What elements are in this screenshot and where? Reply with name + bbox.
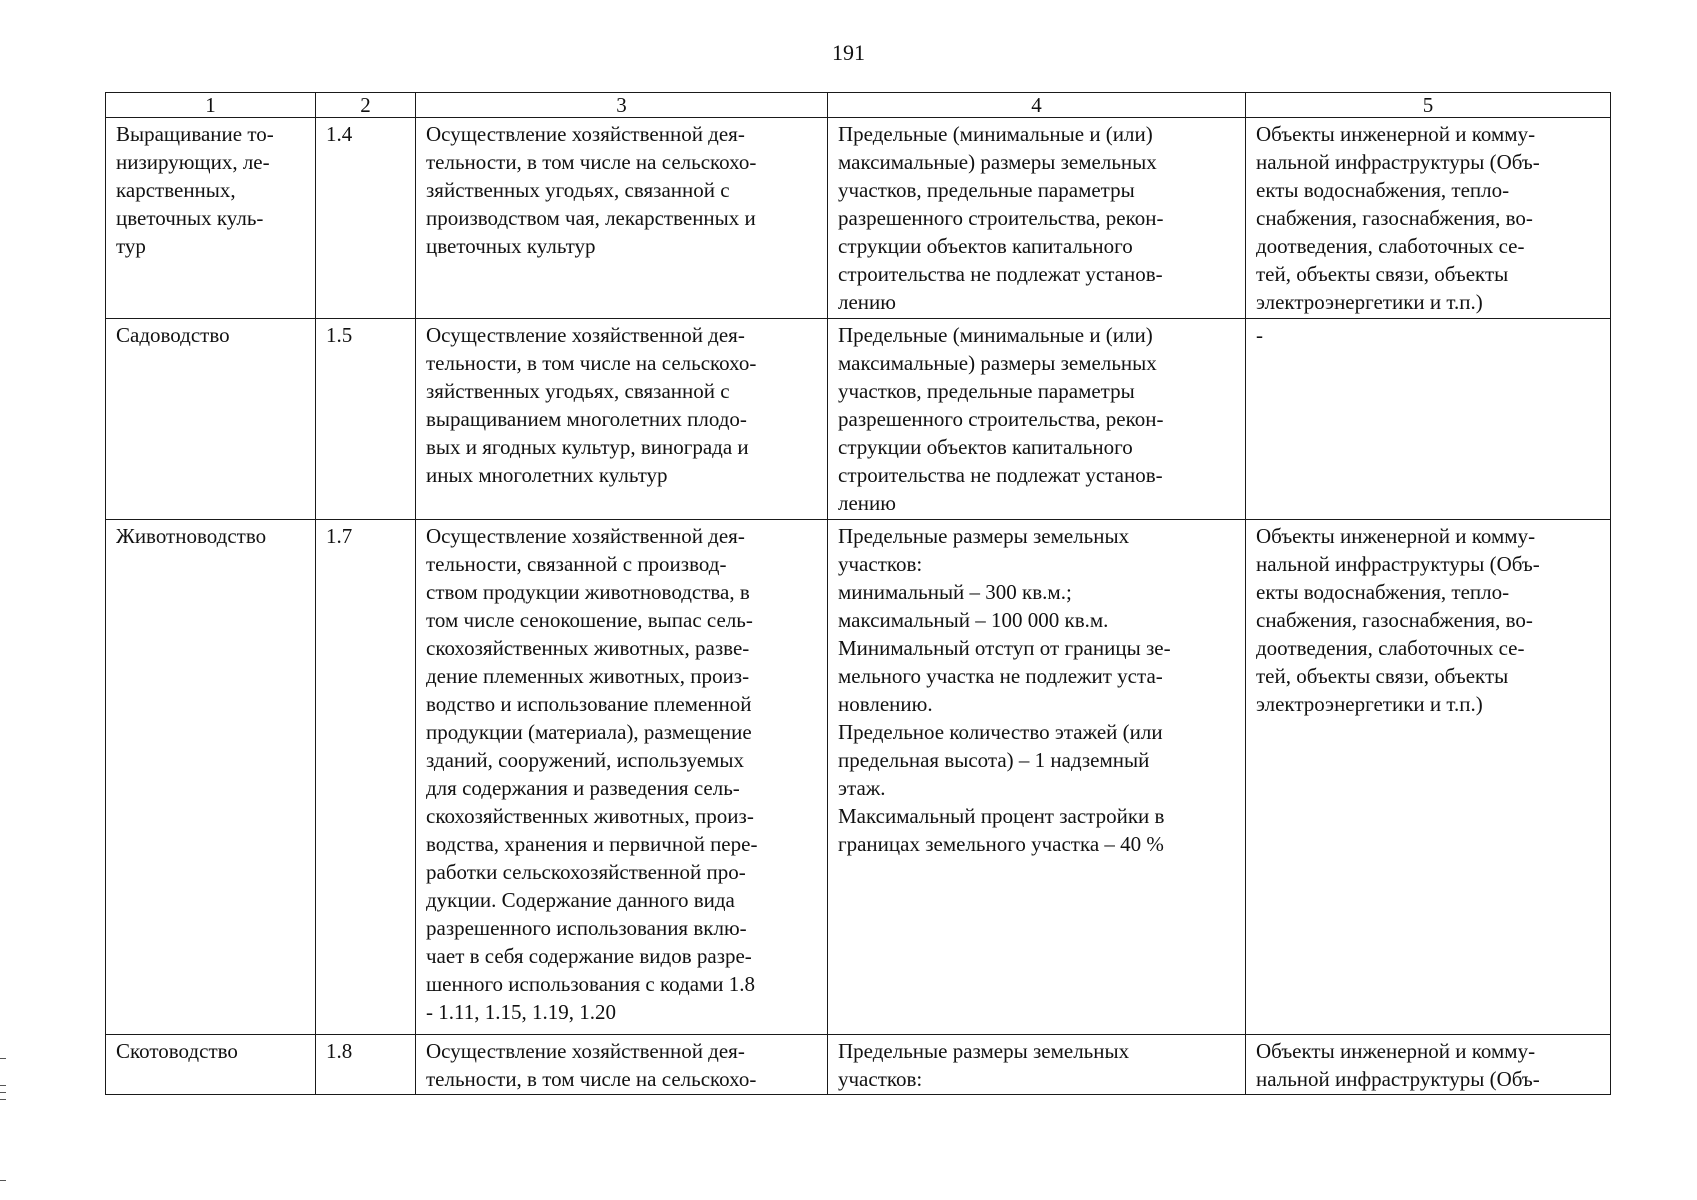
column-header-4: 4: [828, 93, 1246, 118]
use-description-cell: [416, 520, 828, 1035]
use-parameters: Предельные размеры земельных участков: минимальный – 300 кв.м.; максимальный – 100 000 кв.м. Минимальный отступ от границы зе- мельного участка не подлежит уста- новлению. Предельное количество этажей (или предельная высота) – 1 надземный этаж. Максимальный процент застройки в границах земельного участка – 40 %: [838, 524, 1171, 856]
land-use-table: [105, 92, 1611, 1095]
scan-margin-mark: [0, 1099, 6, 1100]
use-code: 1.8: [326, 1039, 353, 1063]
table-row: [106, 118, 1611, 319]
use-name-cell: [106, 118, 316, 319]
use-parameters: Предельные размеры земельных участков:: [838, 1039, 1130, 1091]
use-description: Осуществление хозяйственной дея- тельности, связанной с производ- ством продукции животноводства, в том числе сенокошение, выпас сель- скохозяйственных животных, разве- дение племенных животных, произ- водство и использование племенной продукции (материала), размещение зданий, сооружений, используемых для содержания и разведения сель- скохозяйственных животных, произ- водства, хранения и первичной пере- работки сельскохозяйственной про- дукции. Содержание данного вида разрешенного использования вклю- чает в себя содержание видов разре- шенного использования с кодами 1.8 - 1.11, 1.15, 1.19, 1.20: [426, 524, 758, 1024]
use-description: Осуществление хозяйственной дея- тельности, в том числе на сельскохо- зяйственных угодьях, связанной с выращиванием многолетних плодо- вых и ягодных культур, винограда и иных многолетних культур: [426, 323, 757, 487]
use-code-cell: [316, 520, 416, 1035]
scan-margin-mark: [0, 1092, 6, 1093]
table-row: [106, 1035, 1611, 1095]
scan-margin-mark: [0, 1058, 6, 1059]
use-name: Садоводство: [116, 323, 230, 347]
page-number: 191: [832, 40, 865, 65]
column-header-2: 2: [316, 93, 416, 118]
column-header-1: 1: [106, 93, 316, 118]
auxiliary-uses-cell: [1246, 319, 1611, 520]
use-code: 1.5: [326, 323, 353, 347]
auxiliary-uses: Объекты инженерной и комму- нальной инфраструктуры (Объ- екты водоснабжения, тепло- снабжения, газоснабжения, во- доотведения, слаботочных се- тей, объекты связи, объекты электроэнергетики и т.п.): [1256, 524, 1540, 716]
auxiliary-uses-cell: [1246, 1035, 1611, 1095]
use-code-cell: [316, 118, 416, 319]
use-name: Скотоводство: [116, 1039, 238, 1063]
use-code-cell: [316, 1035, 416, 1095]
auxiliary-uses: Объекты инженерной и комму- нальной инфраструктуры (Объ- екты водоснабжения, тепло- снабжения, газоснабжения, во- доотведения, слаботочных се- тей, объекты связи, объекты электроэнергетики и т.п.): [1256, 122, 1540, 314]
scan-margin-mark: [0, 1085, 6, 1086]
use-parameters-cell: [828, 118, 1246, 319]
use-parameters: Предельные (минимальные и (или) максимальные) размеры земельных участков, предельные параметры разрешенного строительства, рекон- струкции объектов капитального строительства не подлежат установ- лению: [838, 323, 1164, 515]
table-row: [106, 520, 1611, 1035]
table-row: [106, 319, 1611, 520]
auxiliary-uses: Объекты инженерной и комму- нальной инфраструктуры (Объ-: [1256, 1039, 1540, 1091]
column-header-3: 3: [416, 93, 828, 118]
auxiliary-uses-cell: [1246, 118, 1611, 319]
use-name-cell: [106, 520, 316, 1035]
use-description-cell: [416, 319, 828, 520]
use-parameters-cell: [828, 1035, 1246, 1095]
use-parameters-cell: [828, 520, 1246, 1035]
use-description-cell: [416, 118, 828, 319]
use-name-cell: [106, 1035, 316, 1095]
use-code: 1.7: [326, 524, 353, 548]
use-code: 1.4: [326, 122, 353, 146]
use-parameters-cell: [828, 319, 1246, 520]
use-code-cell: [316, 319, 416, 520]
auxiliary-uses: -: [1256, 323, 1263, 347]
use-description-cell: [416, 1035, 828, 1095]
header-row: [106, 93, 1611, 118]
auxiliary-uses-cell: [1246, 520, 1611, 1035]
column-header-5: 5: [1246, 93, 1611, 118]
use-name: Выращивание то- низирующих, ле- карственных, цветочных куль- тур: [116, 122, 274, 258]
use-name: Животноводство: [116, 524, 267, 548]
use-description: Осуществление хозяйственной дея- тельности, в том числе на сельскохо- зяйственных угодьях, связанной с производством чая, лекарственных и цветочных культур: [426, 122, 757, 258]
scan-margin-mark: [0, 1180, 6, 1181]
use-parameters: Предельные (минимальные и (или) максимальные) размеры земельных участков, предельные параметры разрешенного строительства, рекон- струкции объектов капитального строительства не подлежат установ- лению: [838, 122, 1164, 314]
use-description: Осуществление хозяйственной дея- тельности, в том числе на сельскохо-: [426, 1039, 757, 1091]
use-name-cell: [106, 319, 316, 520]
